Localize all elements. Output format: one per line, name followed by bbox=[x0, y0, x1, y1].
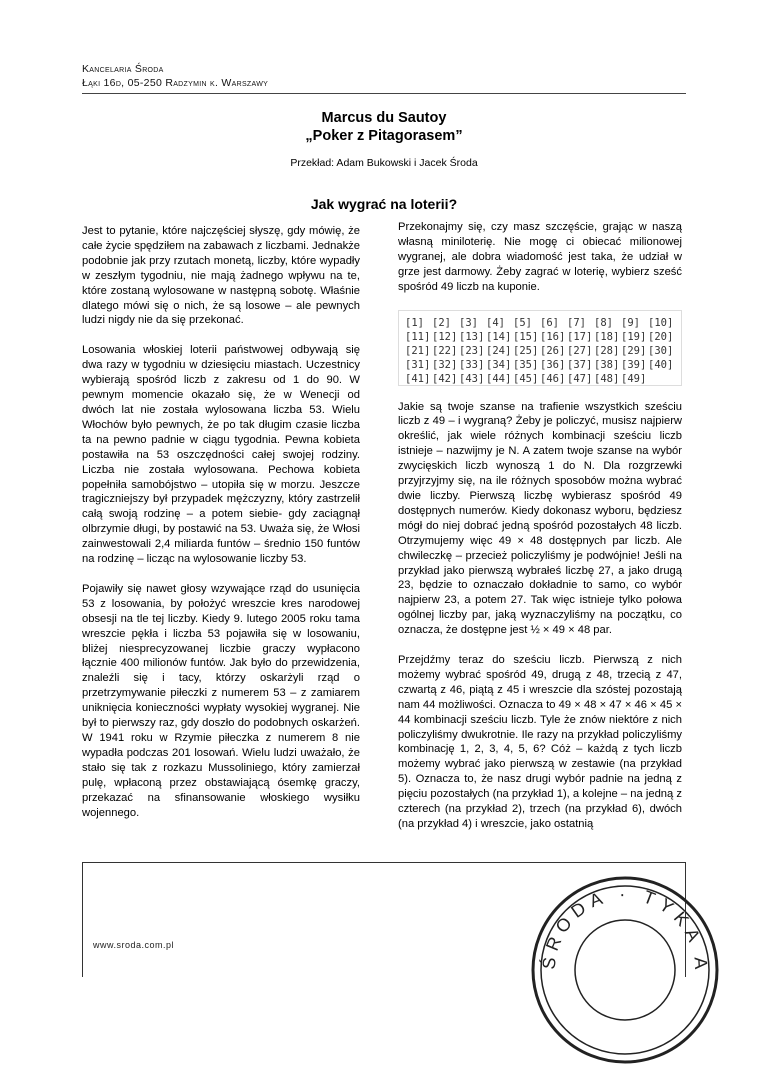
coupon-number: [22] bbox=[432, 344, 458, 357]
coupon-number: [30] bbox=[648, 344, 674, 357]
coupon-number: [36] bbox=[540, 358, 566, 371]
coupon-number: [26] bbox=[540, 344, 566, 357]
paragraph: Przekonajmy się, czy masz szczęście, grając w naszą własną miniloterię. Nie mogę ci obiecać milionowej wygranej, ale dobra wiadomość jest taka, że udział w grze jest darmowy. Żeby zagrać w loterię, wybierz sześć spośród 49 liczb na kuponie. bbox=[398, 221, 682, 293]
coupon-number: [40] bbox=[648, 358, 674, 371]
coupon-number: [43] bbox=[459, 372, 485, 385]
coupon-number: [2] bbox=[432, 316, 451, 329]
coupon-number: [11] bbox=[405, 330, 431, 343]
coupon-number: [14] bbox=[486, 330, 512, 343]
coupon-number: [49] bbox=[621, 372, 647, 385]
coupon-number: [21] bbox=[405, 344, 431, 357]
svg-text:ŚRODA · TYKA ANGIE bbox=[515, 854, 711, 976]
coupon-number: [47] bbox=[567, 372, 593, 385]
section-title: Jak wygrać na loterii? bbox=[310, 196, 458, 212]
coupon-number: [24] bbox=[486, 344, 512, 357]
coupon-number: [46] bbox=[540, 372, 566, 385]
coupon-number: [39] bbox=[621, 358, 647, 371]
coupon-number: [20] bbox=[648, 330, 674, 343]
right-column bbox=[398, 220, 682, 847]
coupon-number: [34] bbox=[486, 358, 512, 371]
coupon-number: [25] bbox=[513, 344, 539, 357]
coupon-number: [13] bbox=[459, 330, 485, 343]
stamp-lettering: ŚRODA · TYKA ANGIE bbox=[514, 854, 712, 976]
coupon-number: [16] bbox=[540, 330, 566, 343]
letterhead-company: Kancelaria Środa bbox=[82, 63, 164, 75]
company-stamp bbox=[514, 854, 725, 1070]
coupon-number: [42] bbox=[432, 372, 458, 385]
coupon-number: [38] bbox=[594, 358, 620, 371]
coupon-number: [29] bbox=[621, 344, 647, 357]
coupon-number: [28] bbox=[594, 344, 620, 357]
paragraph: Jakie są twoje szanse na trafienie wszystkich sześciu liczb z 49 – i wygraną? Żeby je policzyć, musisz najpierw określić, jak wiele różnych kombinacji sześciu liczb istnieje – nazwijmy je N. A zatem twoje szanse na wybór zwycięskich liczb wynoszą 1 do N. Dla rozgrzewki przyjrzyjmy się, na ile różnych sposobów można wybrać dwie liczby. Pierwszą liczbę wybierasz spośród 49 dostępnych numerów. Kiedy dokonasz wyboru, będziesz mógł do niej dobrać jedną spośród pozostałych 48 liczb. Otrzymujemy więc 49 × 48 dostępnych par liczb. Ale chwileczkę – przecież policzyliśmy je podwójnie! Jeśli na przykład jako pierwszą wybrałeś liczbę 27, a jako drugą 23, będzie to oznaczało dokładnie to samo, co wybór najpierw 23, a potem 27. Tak więc istnieje tylko połowa ogólnej liczby par, jaką wyznaczyliśmy na początku, co oznacza, że dostępne jest ½ × 49 × 48 par. bbox=[398, 400, 682, 637]
coupon-number: [4] bbox=[486, 316, 505, 329]
coupon-number: [3] bbox=[459, 316, 478, 329]
footer-url: www.sroda.com.pl bbox=[93, 940, 175, 950]
coupon-number: [18] bbox=[594, 330, 620, 343]
coupon-number: [41] bbox=[405, 372, 431, 385]
coupon-number: [33] bbox=[459, 358, 485, 371]
coupon-number: [9] bbox=[621, 316, 640, 329]
lottery-coupon bbox=[398, 310, 682, 386]
coupon-number: [5] bbox=[513, 316, 532, 329]
coupon-number: [6] bbox=[540, 316, 559, 329]
coupon-number: [8] bbox=[594, 316, 613, 329]
coupon-number: [1] bbox=[405, 316, 424, 329]
coupon-number: [31] bbox=[405, 358, 431, 371]
paragraph: Losowania włoskiej loterii państwowej odbywają się dwa razy w tygodniu w dziesięciu miastach. Uczestnicy wybierają spośród liczb z zakresu od 1 do 90. W pewnym momencie okazało się, że w Wenecji od dwóch lat nie została wylosowana liczba 53. Wielu Włochów było pewnych, że po tak długim czasie liczba ta na pewno padnie w ciągu tygodnia. Pewna kobieta postawiła na 53 oszczędności całej swojej rodziny. Liczba nie została wylosowana. Pechowa kobieta popełniła samobójstwo – utopiła się w morzu. Jeszcze tragiczniejszy był przypadek mężczyzny, który zastrzelił całą swoją rodzinę – a potem siebie- gdy zaciągnął olbrzymie długi, by postawić na 53. Uważa się, że Włosi zainwestowali 2,4 miliarda funtów – średnio 150 funtów na rodzinę – licząc na wylosowanie liczby 53. bbox=[82, 344, 360, 566]
coupon-number: [10] bbox=[648, 316, 674, 329]
coupon-number: [7] bbox=[567, 316, 586, 329]
coupon-number: [17] bbox=[567, 330, 593, 343]
translation-credit: Przekład: Adam Bukowski i Jacek Środa bbox=[290, 157, 478, 169]
letterhead-address: Łąki 16d, 05-250 Radzymin k. Warszawy bbox=[82, 77, 269, 89]
left-column bbox=[82, 224, 360, 835]
coupon-number: [19] bbox=[621, 330, 647, 343]
coupon-number: [23] bbox=[459, 344, 485, 357]
coupon-number: [12] bbox=[432, 330, 458, 343]
header-divider bbox=[82, 93, 686, 94]
coupon-number: [15] bbox=[513, 330, 539, 343]
paragraph: Pojawiły się nawet głosy wzywające rząd do usunięcia 53 z losowania, by położyć wreszcie kres narodowej obsesji na tle tej liczby. Kiedy 9. lutego 2005 roku tama wreszcie pękła i liczba 53 pojawiła się w losowaniu, bliżej niesprecyzowanej liczbie graczy wypłacono łącznie 400 milionów funtów. Jak było do przewidzenia, znaleźli się i tacy, którzy oskarżyli rząd o przetrzymywanie piłeczki z numerem 53 – z zamiarem uniknięcia konieczności wypłaty wysokiej wygranej. Nie był to pierwszy raz, gdy doszło do podobnych oskarżeń. W 1941 roku w Rzymie piłeczka z numerem 8 nie wypadła podczas 201 losowań. Wielu ludzi uważało, że stało się tak z rozkazu Mussoliniego, który zamierzał pulę, wpłaconą przez obstawiającą ósemkę graczy, przekazać na sfinansowanie włoskiego wysiłku wojennego. bbox=[82, 582, 360, 819]
coupon-number: [27] bbox=[567, 344, 593, 357]
coupon-number: [35] bbox=[513, 358, 539, 371]
paragraph: Jest to pytanie, które najczęściej słyszę, gdy mówię, że całe życie spędziłem na zabawach z liczbami. Jednakże podobnie jak przy rzutach monetą, liczby, które wypadły w zeszłym tygodniu, nie mają żadnego wpływu na te, które zostaną wylosowane w następną sobotę. Właśnie dlatego mówi się o nich, że są losowe – ale pewnych ludzi nigdy nie da się przekonać. bbox=[82, 225, 360, 327]
coupon-number: [48] bbox=[594, 372, 620, 385]
paragraph: Przejdźmy teraz do sześciu liczb. Pierwszą z nich możemy wybrać spośród 49, drugą z 48, trzecią z 47, czwartą z 46, piątą z 45 i wreszcie dla szóstej pozostają nam 44 możliwości. Oznacza to 49 × 48 × 47 × 46 × 45 × 44 kombinacji sześciu liczb. Tyle że znów niektóre z nich policzyliśmy dwukrotnie. Ile razy na przykład policzyliśmy kombinację 1, 2, 3, 4, 5, 6? Cóż – każdą z tych liczb możemy wybrać jako pierwszą w zestawie (na przykład 5). Oznacza to, że nasz drugi wybór padnie na jedną z pięciu pozostałych (na przykład 1), a kolejne – na jedną z czterech (na przykład 2), trzech (na przykład 6), dwóch (na przykład 4) i wreszcie, jako ostatnią bbox=[398, 654, 682, 830]
coupon-number: [37] bbox=[567, 358, 593, 371]
coupon-number: [32] bbox=[432, 358, 458, 371]
coupon-number: [44] bbox=[486, 372, 512, 385]
letterhead bbox=[82, 62, 268, 90]
author-name: Marcus du Sautoy bbox=[321, 110, 447, 126]
book-title: „Poker z Pitagorasem” bbox=[305, 128, 463, 144]
coupon-number: [45] bbox=[513, 372, 539, 385]
